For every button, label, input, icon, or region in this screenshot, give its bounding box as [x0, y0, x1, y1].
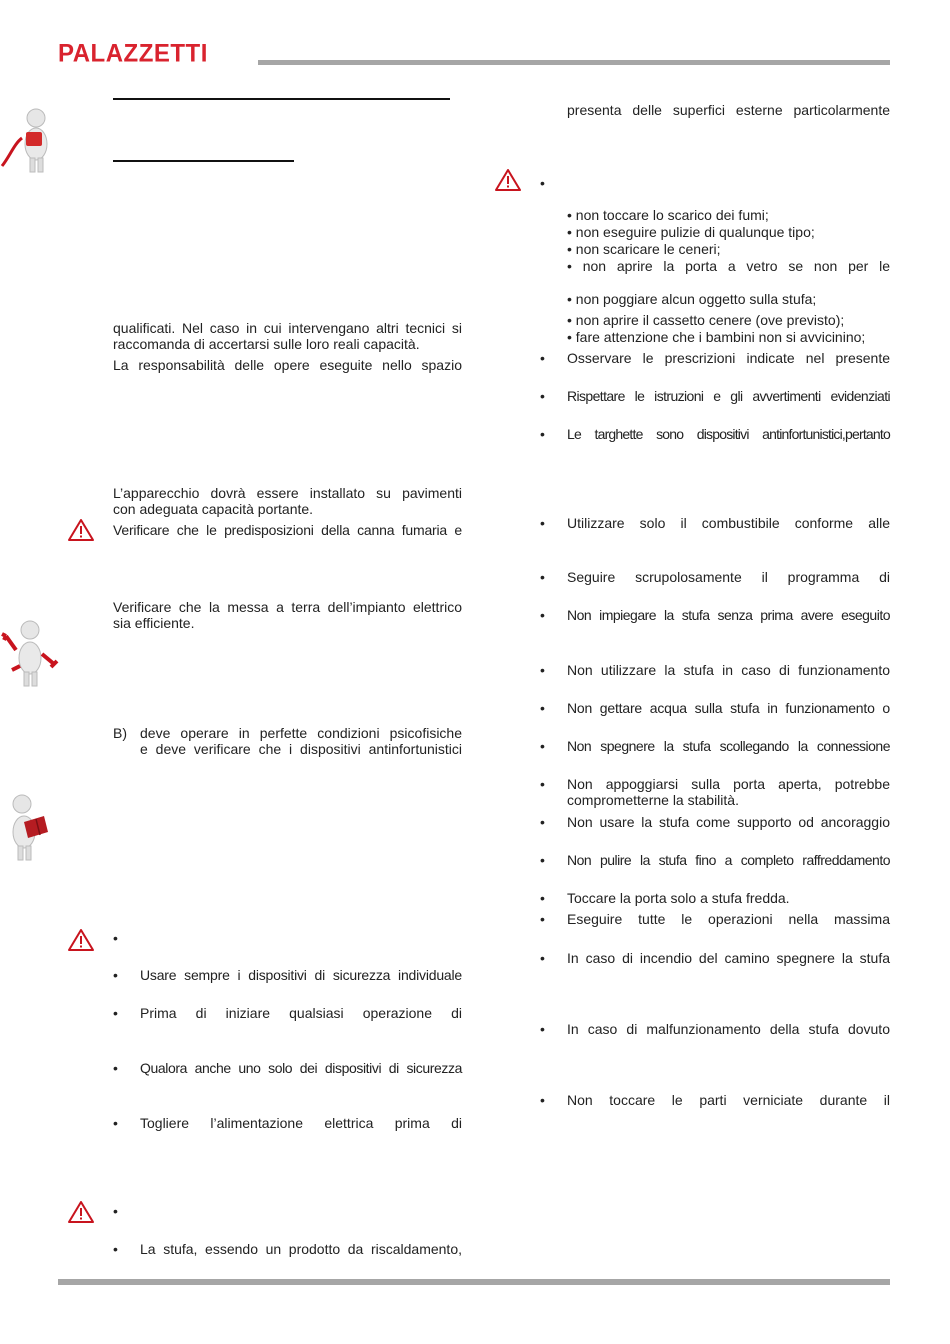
list-item-continuation: comprometterne la stabilità.	[567, 792, 739, 808]
list-item: In caso di malfunzionamento della stufa dovuto	[567, 1021, 890, 1037]
sublist-item: • non poggiare alcun oggetto sulla stufa;	[567, 291, 817, 307]
bullet: •	[540, 950, 545, 966]
bullet: •	[113, 1203, 118, 1219]
warning-triangle-icon	[67, 928, 95, 952]
list-item: Non toccare le parti verniciate durante il	[567, 1092, 890, 1108]
figure-with-plug-icon	[0, 104, 60, 174]
list-item: Qualora anche uno solo dei dispositivi di sicurezza	[140, 1060, 462, 1076]
paragraph-line: deve operare in perfette condizioni psicofisiche	[140, 725, 462, 741]
footer-rule	[58, 1279, 890, 1285]
list-item: Seguire scrupolosamente il programma di	[567, 569, 890, 585]
header-rule	[258, 60, 890, 65]
list-label: B)	[113, 725, 127, 741]
paragraph-line: Verificare che la messa a terra dell’impianto elettrico	[113, 599, 462, 615]
paragraph: La responsabilità delle opere eseguite nello spazio	[113, 357, 462, 373]
paragraph-line: sia efficiente.	[113, 615, 195, 631]
heading-underline	[113, 98, 450, 100]
list-item: Non pulire la stufa fino a completo raffreddamento	[567, 852, 890, 868]
paragraph: presenta delle superfici esterne particolarmente	[567, 102, 890, 118]
bullet: •	[540, 852, 545, 868]
warning-triangle-icon	[67, 1200, 95, 1224]
list-item: Eseguire tutte le operazioni nella massima	[567, 911, 890, 927]
warning-triangle-icon	[67, 518, 95, 542]
bullet: •	[540, 814, 545, 830]
list-item: Le targhette sono dispositivi antinfortunistici,pertanto	[567, 426, 890, 442]
paragraph-line: qualificati. Nel caso in cui intervengano altri tecnici si	[113, 320, 462, 336]
bullet: •	[540, 607, 545, 623]
paragraph-line: con adeguata capacità portante.	[113, 501, 314, 517]
bullet: •	[113, 930, 118, 946]
sublist-item: • fare attenzione che i bambini non si avvicinino;	[567, 329, 866, 345]
warning-triangle-icon	[494, 168, 522, 192]
list-item: In caso di incendio del camino spegnere la stufa	[567, 950, 890, 966]
bullet: •	[540, 662, 545, 678]
bullet: •	[540, 175, 545, 191]
bullet: •	[540, 1021, 545, 1037]
sublist-item: • non eseguire pulizie di qualunque tipo;	[567, 224, 815, 240]
list-item: Osservare le prescrizioni indicate nel presente	[567, 350, 890, 366]
bullet: •	[540, 569, 545, 585]
paragraph: Verificare che le predisposizioni della canna fumaria e	[113, 522, 462, 538]
list-item: Utilizzare solo il combustibile conforme alle	[567, 515, 890, 531]
subheading-underline	[113, 160, 294, 162]
bullet: •	[540, 776, 545, 792]
sublist-item: • non aprire la porta a vetro se non per le	[567, 258, 890, 274]
bullet: •	[540, 350, 545, 366]
bullet: •	[540, 426, 545, 442]
list-item: Non utilizzare la stufa in caso di funzionamento	[567, 662, 890, 678]
list-item: Prima di iniziare qualsiasi operazione di	[140, 1005, 462, 1021]
list-item: Usare sempre i dispositivi di sicurezza individuale	[140, 967, 462, 983]
bullet: •	[113, 1115, 118, 1131]
sublist-item: • non scaricare le ceneri;	[567, 241, 721, 257]
bullet: •	[540, 911, 545, 927]
list-item: Rispettare le istruzioni e gli avvertimenti evidenziati	[567, 388, 890, 404]
bullet: •	[540, 1092, 545, 1108]
bullet: •	[113, 1005, 118, 1021]
bullet: •	[113, 967, 118, 983]
paragraph-line: e deve verificare che i dispositivi antinfortunistici	[140, 741, 462, 757]
list-item: Toccare la porta solo a stufa fredda.	[567, 890, 790, 906]
list-item: Non usare la stufa come supporto od ancoraggio	[567, 814, 890, 830]
bullet: •	[113, 1241, 118, 1257]
bullet: •	[113, 1060, 118, 1076]
bullet: •	[540, 890, 545, 906]
bullet: •	[540, 738, 545, 754]
paragraph-line: raccomanda di accertarsi sulle loro reali capacità.	[113, 336, 420, 352]
sublist-item: • non toccare lo scarico dei fumi;	[567, 207, 769, 223]
list-item: Non appoggiarsi sulla porta aperta, potrebbe	[567, 776, 890, 792]
sublist-item: • non aprire il cassetto cenere (ove previsto);	[567, 312, 845, 328]
figure-with-book-icon	[0, 792, 60, 862]
bullet: •	[540, 388, 545, 404]
bullet: •	[540, 700, 545, 716]
list-item: Togliere l’alimentazione elettrica prima di	[140, 1115, 462, 1131]
bullet: •	[540, 515, 545, 531]
list-item: La stufa, essendo un prodotto da riscaldamento,	[140, 1241, 462, 1257]
figure-with-wrench-icon	[0, 618, 60, 688]
list-item: Non gettare acqua sulla stufa in funzionamento o	[567, 700, 890, 716]
paragraph-line: L’apparecchio dovrà essere installato su pavimenti	[113, 485, 462, 501]
list-item: Non impiegare la stufa senza prima avere eseguito	[567, 607, 890, 623]
brand-logo: PALAZZETTI	[58, 39, 208, 68]
list-item: Non spegnere la stufa scollegando la connessione	[567, 738, 890, 754]
